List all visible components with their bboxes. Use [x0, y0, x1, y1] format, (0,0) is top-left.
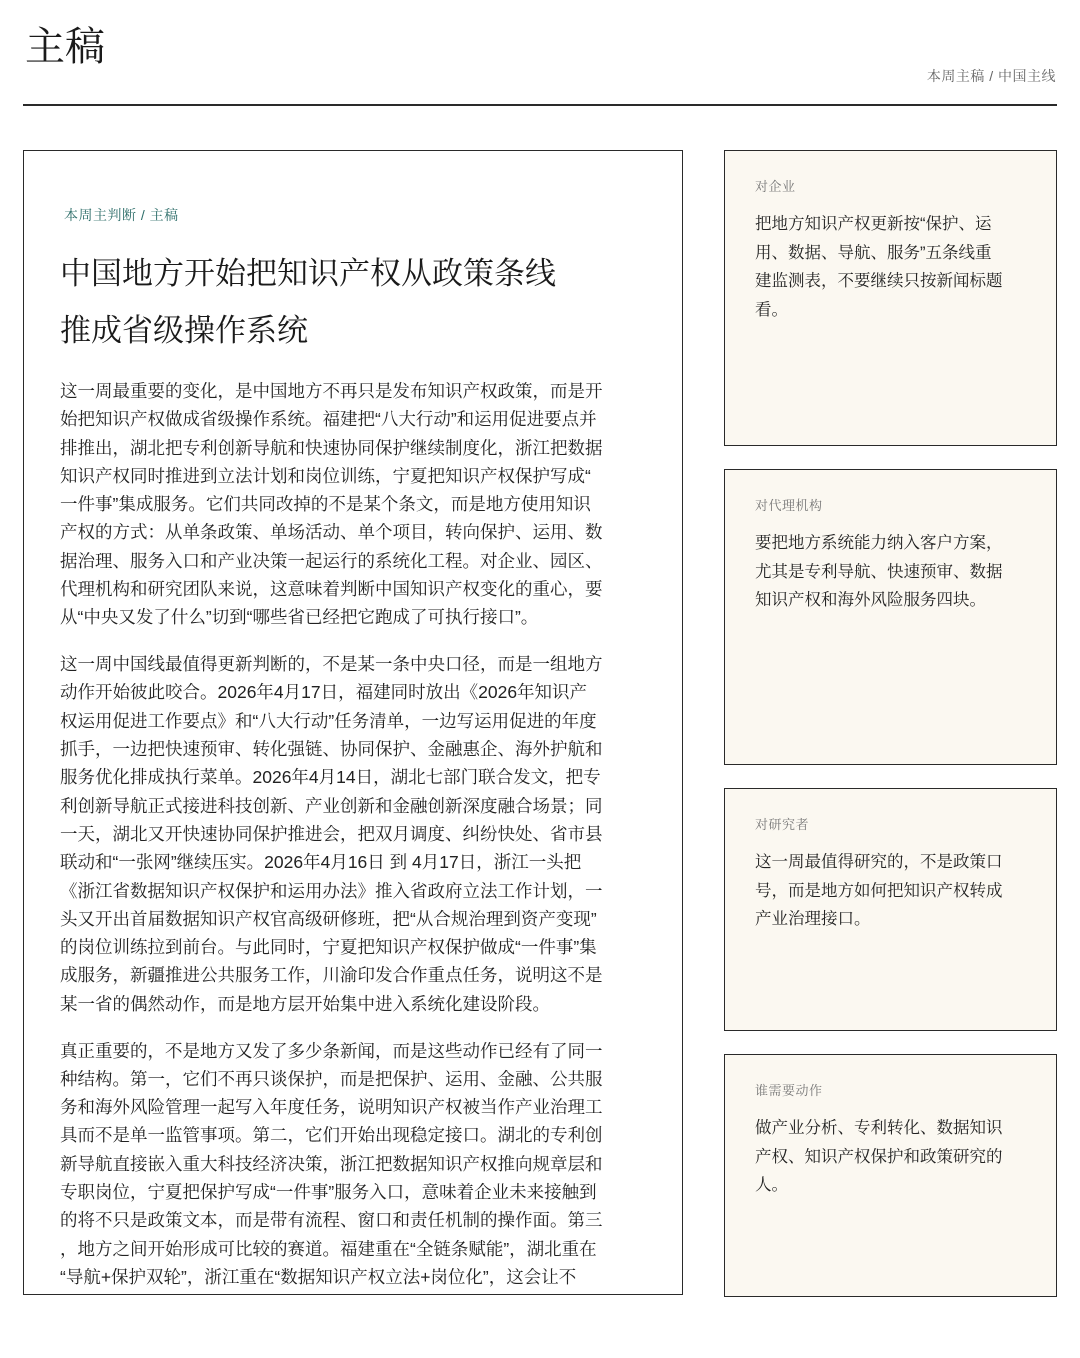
side-card-text [755, 848, 1026, 934]
paragraph-line: 动作开始彼此咬合。2026年4月17日，福建同时放出《2026年知识产 [60, 682, 588, 703]
paragraph-line: 真正重要的，不是地方又发了多少条新闻，而是这些动作已经有了同一 [60, 1040, 603, 1061]
paragraph-line: 抓手，一边把快速预审、转化强链、协同保护、金融惠企、海外护航和 [60, 739, 603, 760]
main-article-card [23, 150, 683, 1295]
side-card-who-acts [724, 1054, 1057, 1297]
side-card-text [755, 1114, 1026, 1200]
article-paragraph [60, 377, 660, 632]
side-card-researcher [724, 788, 1057, 1031]
headline-line: 中国地方开始把知识产权从政策条线 [60, 256, 556, 291]
side-card-label: 对企业 [755, 179, 796, 194]
side-card-line: 知识产权和海外风险服务四块。 [755, 591, 986, 609]
paragraph-line: 联动和“一张网”继续压实。2026年4月16日 到 4月17日，浙江一头把 [60, 852, 582, 873]
paragraph-line: 的岗位训练拉到前台。与此同时，宁夏把知识产权保护做成“一件事”集 [60, 937, 597, 958]
side-card-line: 这一周最值得研究的，不是政策口 [755, 853, 1003, 871]
side-card-enterprise [724, 150, 1057, 446]
paragraph-line: 务和海外风险管理一起写入年度任务，说明知识产权被当作产业治理工 [60, 1097, 603, 1118]
side-card-line: 号，而是地方如何把知识产权转成 [755, 881, 1003, 900]
side-card-line: 把地方知识产权更新按“保护、运 [755, 215, 992, 233]
side-card-line: 建监测表，不要继续只按新闻标题 [755, 272, 1003, 290]
side-card-text [755, 210, 1026, 324]
side-card-line: 要把地方系统能力纳入客户方案， [755, 534, 1003, 552]
article-breadcrumb[interactable]: 本周主判断 / 主稿 [64, 207, 179, 223]
side-card-line: 产业治理接口。 [755, 910, 871, 928]
article-body [60, 377, 660, 1295]
paragraph-line: 一天，湖北又开快速协同保护推进会，把双月调度、纠纷快处、省市县 [60, 823, 603, 844]
paragraph-line: 排推出，湖北把专利创新导航和快速协同保护继续制度化，浙江把数据 [60, 437, 603, 458]
paragraph-line: 某一省的偶然动作，而是地方层开始集中进入系统化建设阶段。 [60, 993, 550, 1014]
paragraph-line: 知识产权同时推进到立法计划和岗位训练，宁夏把知识产权保护写成“ [60, 465, 591, 486]
page-title: 主稿 [25, 25, 105, 69]
article-paragraph [60, 650, 660, 1018]
side-card-line: 看。 [755, 300, 788, 319]
paragraph-line: 专职岗位，宁夏把保护写成“一件事”服务入口，意味着企业未来接触到 [60, 1182, 597, 1203]
paragraph-line: 权运用促进工作要点》和“八大行动”任务清单，一边写运用促进的年度 [60, 710, 597, 731]
paragraph-line: 的将不只是政策文本，而是带有流程、窗口和责任机制的操作面。第三 [60, 1210, 603, 1231]
paragraph-line: 成服务，新疆推进公共服务工作，川渝印发合作重点任务，说明这不是 [60, 965, 603, 986]
paragraph-line: 始把知识产权做成省级操作系统。福建把“八大行动”和运用促进要点并 [60, 409, 597, 430]
side-card-label: 谁需要动作 [755, 1083, 823, 1098]
side-card-line: 用、数据、导航、服务”五条线重 [755, 243, 992, 262]
article-paragraph [60, 1037, 660, 1292]
paragraph-line: 这一周中国线最值得更新判断的，不是某一条中央口径，而是一组地方 [60, 654, 603, 675]
side-card-label: 对研究者 [755, 817, 810, 832]
paragraph-line: 据治理、服务入口和产业决策一起运行的系统化工程。对企业、园区、 [60, 550, 603, 571]
paragraph-line: 从“中央又发了什么”切到“哪些省已经把它跑成了可执行接口”。 [60, 607, 539, 628]
side-card-line: 产权、知识产权保护和政策研究的 [755, 1147, 1003, 1166]
side-card-line: 尤其是专利导航、快速预审、数据 [755, 562, 1003, 581]
side-card-label: 对代理机构 [755, 498, 823, 513]
article-headline [60, 245, 650, 359]
paragraph-line: 头又开出首届数据知识产权官高级研修班，把“从合规治理到资产变现” [60, 908, 597, 929]
paragraph-line: ，地方之间开始形成可比较的赛道。福建重在“全链条赋能”，湖北重在 [60, 1238, 597, 1259]
side-card-line: 做产业分析、专利转化、数据知识 [755, 1119, 1003, 1137]
paragraph-line: 《浙江省数据知识产权保护和运用办法》推入省政府立法工作计划，一 [60, 880, 603, 901]
paragraph-line: 这一周最重要的变化，是中国地方不再只是发布知识产权政策，而是开 [60, 381, 603, 401]
breadcrumb: 本周主稿 / 中国主线 [926, 68, 1056, 84]
paragraph-line: 产权的方式：从单条政策、单场活动、单个项目，转向保护、运用、数 [60, 522, 603, 543]
paragraph-line: 具而不是单一监管事项。第二，它们开始出现稳定接口。湖北的专利创 [60, 1125, 603, 1146]
paragraph-line: 服务优化排成执行菜单。2026年4月14日，湖北七部门联合发文，把专 [60, 767, 601, 788]
paragraph-line: 利创新导航正式接进科技创新、产业创新和金融创新深度融合场景；同 [60, 795, 603, 816]
side-card-agency [724, 469, 1057, 765]
paragraph-line: 代理机构和研究团队来说，这意味着判断中国知识产权变化的重心，要 [60, 579, 603, 600]
side-card-line: 人。 [755, 1176, 788, 1194]
headline-line: 推成省级操作系统 [60, 313, 308, 348]
paragraph-line: “导航+保护双轮”，浙江重在“数据知识产权立法+岗位化”，这会让不 [60, 1266, 577, 1287]
paragraph-line: 一件事”集成服务。它们共同改掉的不是某个条文，而是地方使用知识 [60, 494, 591, 515]
header-divider [23, 104, 1057, 106]
side-card-text [755, 529, 1026, 615]
paragraph-line: 新导航直接嵌入重大科技经济决策，浙江把数据知识产权推向规章层和 [60, 1153, 603, 1174]
paragraph-line: 种结构。第一，它们不再只谈保护，而是把保护、运用、金融、公共服 [60, 1068, 603, 1089]
